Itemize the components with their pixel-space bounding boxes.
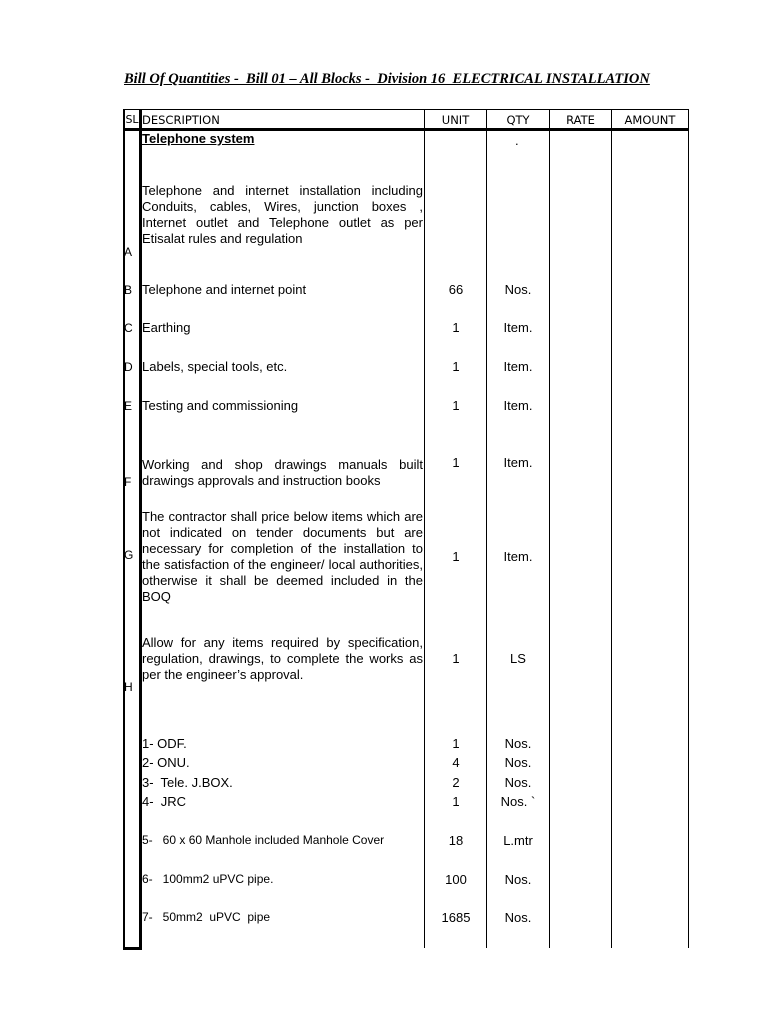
section-heading: Telephone system [142,131,255,146]
sub-item-qty: 100 [445,872,467,887]
item-unit: Item. [503,398,533,413]
sub-item-qty: 1685 [441,910,471,925]
item-description: Testing and commissioning [142,398,299,413]
sub-item-qty: 4 [452,755,460,770]
item-unit: Item. [503,359,533,374]
item-qty: 1 [452,398,460,413]
column-border-right [688,109,689,948]
item-sl: F [124,475,132,489]
header-rate: RATE [566,112,595,127]
column-border-unit [486,109,487,948]
sub-item-qty: 2 [452,775,460,790]
header-unit: UNIT [441,112,470,127]
sub-item-description: 4- JRC [142,794,187,809]
sub-item-unit: Nos. [504,775,532,790]
item-qty: 1 [452,320,460,335]
column-border-desc [424,109,425,948]
table-bottom-border [123,947,142,950]
document-title: Bill Of Quantities - Bill 01 – All Blocks - Division 16 ELECTRICAL INSTALLATION [124,71,650,87]
item-unit: LS [510,651,526,666]
sub-item-description: 5- 60 x 60 Manhole included Manhole Cover [142,833,385,847]
item-qty: 1 [452,359,460,374]
item-sl: B [124,283,133,297]
sub-item-unit: Nos. ` [500,794,536,809]
item-qty: 1 [452,549,460,564]
column-border-left [123,109,125,950]
sub-item-unit: Nos. [504,755,532,770]
item-unit: Nos. [504,282,532,297]
item-sl: C [124,321,133,335]
item-description: Earthing [142,320,191,335]
item-unit: Item. [503,549,533,564]
sub-item-description: 1- ODF. [142,736,187,751]
item-sl: H [124,680,133,694]
item-description: Allow for any items required by specification, regulation, drawings, to complete the works as per the engineer’s approval. [142,635,423,682]
section-dot: . [515,133,519,148]
sub-item-description: 6- 100mm2 uPVC pipe. [142,872,274,886]
item-sl: D [124,360,133,374]
sub-item-unit: L.mtr [503,833,533,848]
sub-item-description: 7- 50mm2 uPVC pipe [142,910,271,924]
item-sl: E [124,399,133,413]
header-qty: QTY [506,112,530,127]
item-description: The contractor shall price below items which are not indicated on tender documents but are necessary for completion of the installation to the satisfaction of the engineer/ local authorities, otherwise it shall be deemed included in the BOQ [142,509,423,604]
item-sl: A [124,245,133,259]
column-border-rate [611,109,612,948]
sub-item-unit: Nos. [504,872,532,887]
sub-item-qty: 1 [452,794,460,809]
sub-item-unit: Nos. [504,736,532,751]
header-sl: SL [125,113,139,126]
item-unit: Item. [503,320,533,335]
item-unit: Item. [503,455,533,470]
item-qty: 1 [452,651,460,666]
item-description: Working and shop drawings manuals built drawings approvals and instruction books [142,457,423,488]
sub-item-description: 3- Tele. J.BOX. [142,775,233,790]
sub-item-description: 2- ONU. [142,755,190,770]
sub-item-qty: 18 [448,833,464,848]
sub-item-qty: 1 [452,736,460,751]
item-description: Labels, special tools, etc. [142,359,288,374]
column-border-qty [549,109,550,948]
sub-item-unit: Nos. [504,910,532,925]
item-description: Telephone and internet installation including Conduits, cables, Wires, junction boxes , Internet outlet and Telephone outlet as per Etisalat rules and regulation [142,183,423,246]
item-description: Telephone and internet point [142,282,307,297]
item-sl: G [124,548,134,562]
item-qty: 66 [448,282,464,297]
header-description: DESCRIPTION [142,112,220,127]
item-qty: 1 [452,455,460,470]
header-amount: AMOUNT [624,112,676,127]
